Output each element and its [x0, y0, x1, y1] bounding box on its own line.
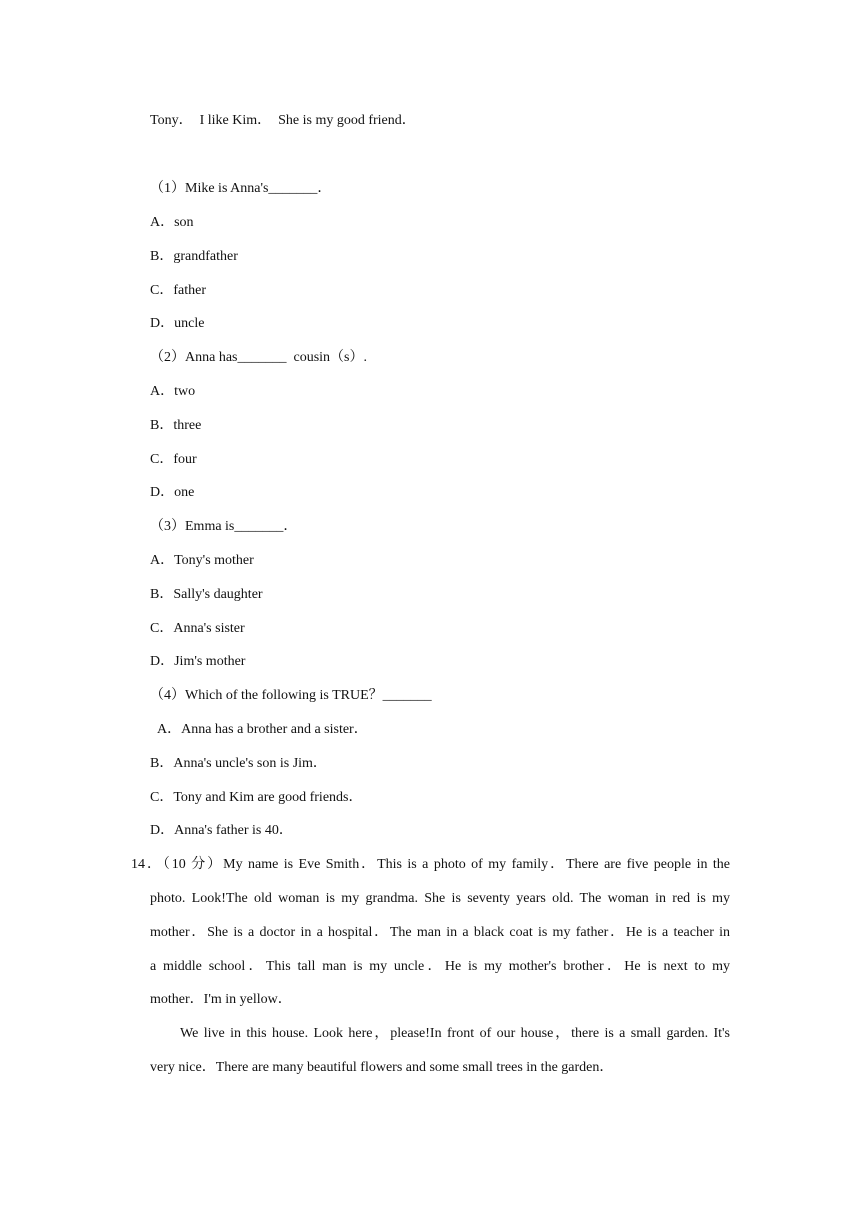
question-1-stem: （1）Mike is Anna's_______． [150, 181, 332, 196]
question-14-line-2: photo. Look!The old woman is my grandma. She is seventy years old. The woman in red is my [150, 891, 730, 906]
question-2-option-c: C．four [150, 452, 197, 467]
question-1-option-b: B．grandfather [150, 249, 238, 264]
question-1-option-d: D．uncle [150, 316, 205, 331]
question-4-option-d: D．Anna's father is 40． [150, 823, 293, 838]
question-14-line-5: mother．I'm in yellow． [150, 992, 292, 1007]
question-2-stem: （2）Anna has_______ cousin（s）. [150, 350, 367, 365]
question-1-option-c: C．father [150, 283, 206, 298]
question-2-option-b: B．three [150, 418, 202, 433]
question-1-option-a: A．son [150, 215, 194, 230]
question-14-line-6: We live in this house. Look here，please!In front of our house，there is a small garden. It's [180, 1026, 730, 1041]
question-3-option-d: D．Jim's mother [150, 654, 246, 669]
question-14-line-7: very nice．There are many beautiful flowers and some small trees in the garden． [150, 1060, 614, 1075]
question-4-stem: （4）Which of the following is TRUE？_______ [150, 688, 432, 703]
question-3-option-c: C．Anna's sister [150, 621, 245, 636]
question-3-option-b: B．Sally's daughter [150, 587, 263, 602]
question-4-option-a: A．Anna has a brother and a sister． [157, 722, 368, 737]
question-14-line-3: mother．She is a doctor in a hospital．The man in a black coat is my father．He is a teacher in [150, 925, 730, 940]
question-2-option-a: A．two [150, 384, 196, 399]
passage-end: Tony． I like Kim． She is my good friend． [150, 113, 416, 128]
question-14-line-4: a middle school．This tall man is my uncle．He is my mother's brother．He is next to my [150, 959, 730, 974]
question-4-option-c: C．Tony and Kim are good friends． [150, 790, 363, 805]
question-14-line-1: 14．（10 分）My name is Eve Smith．This is a photo of my family．There are five people in the [131, 857, 730, 872]
question-2-option-d: D．one [150, 485, 195, 500]
question-4-option-b: B．Anna's uncle's son is Jim． [150, 756, 327, 771]
question-3-stem: （3）Emma is_______． [150, 519, 298, 534]
question-3-option-a: A．Tony's mother [150, 553, 254, 568]
